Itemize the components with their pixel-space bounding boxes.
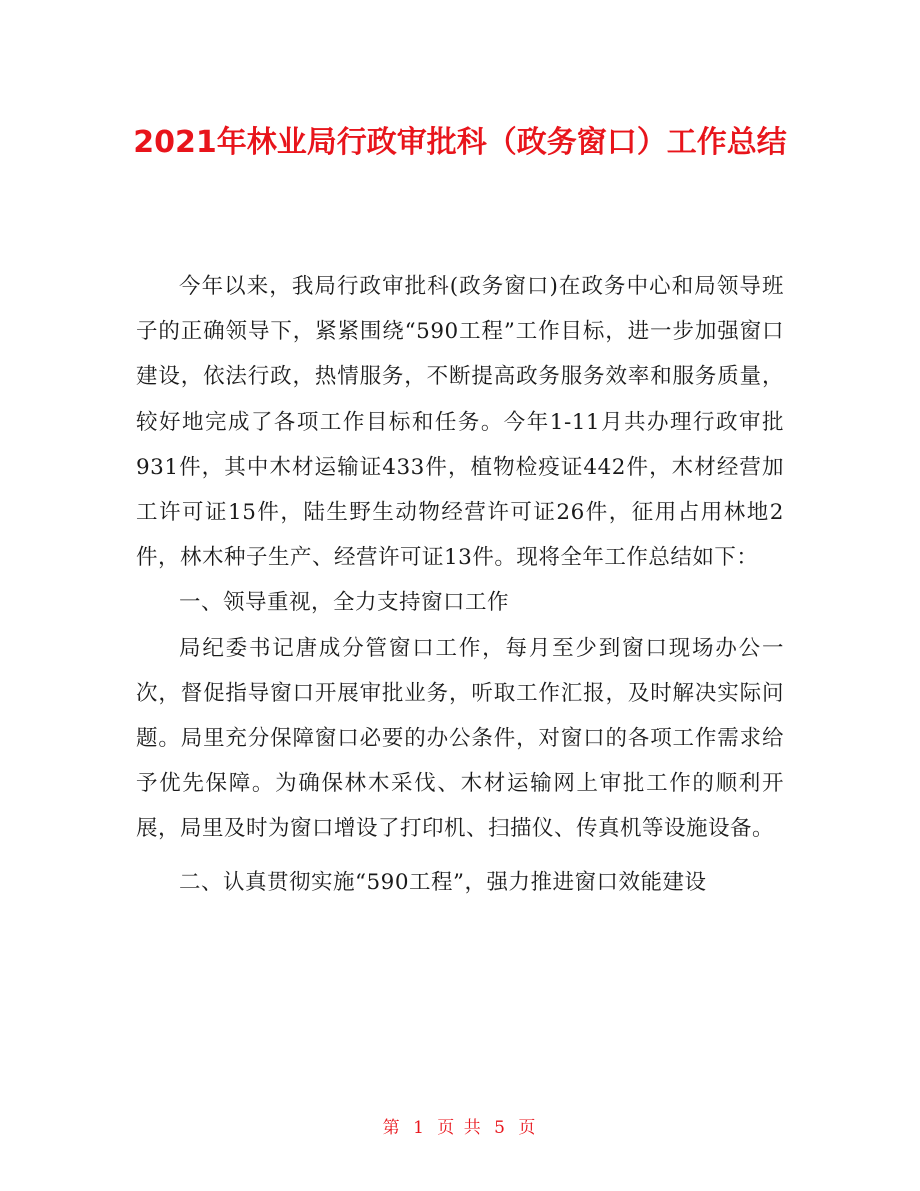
footer-prefix: 第 [382,1118,402,1138]
paragraph-section-1: 局纪委书记唐成分管窗口工作，每月至少到窗口现场办公一次，督促指导窗口开展审批业务，听取工作汇报，及时解决实际问题。局里充分保障窗口必要的办公条件，对窗口的各项工作需求给予优先保障。为确保林木采伐、木材运输网上审批工作的顺利开展，局里及时为窗口增设了打印机、扫描仪、传真机等设施设备。 [136,635,784,842]
page-footer [0,1113,920,1138]
footer-page-current: 1 [413,1118,426,1138]
document-title: 2021年林业局行政审批科（政务窗口）工作总结 [133,125,787,160]
footer-suffix: 页 [518,1118,538,1138]
footer-page-total: 5 [494,1118,507,1138]
paragraph-intro: 今年以来，我局行政审批科(政务窗口)在政务中心和局领导班子的正确领导下，紧紧围绕“590工程”工作目标，进一步加强窗口建设，依法行政，热情服务，不断提高政务服务效率和服务质量，较好地完成了各项工作目标和任务。今年1-11月共办理行政审批931件，其中木材运输证433件，植物检疫证442件，木材经营加工许可证15件，陆生野生动物经营许可证26件，征用占用林地2件，林木种子生产、经营许可证13件。现将全年工作总结如下： [136,274,784,571]
section-heading-1: 一、领导重视，全力支持窗口工作 [179,590,510,616]
footer-mid: 页 共 [437,1118,483,1138]
section-heading-2: 二、认真贯彻实施“590工程”，强力推进窗口效能建设 [179,869,707,895]
document-body [136,264,784,905]
